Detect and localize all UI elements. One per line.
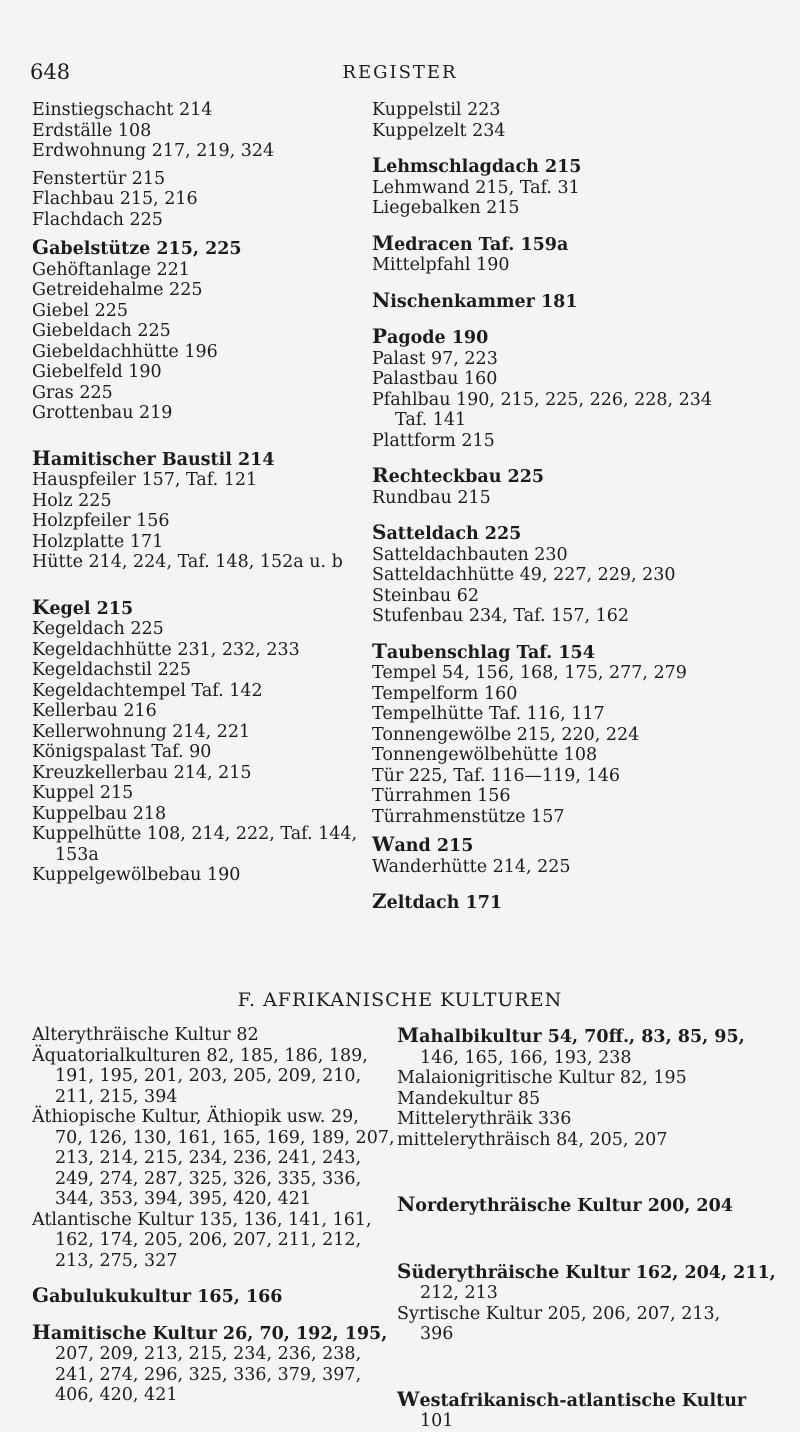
index-entry: Lehmwand 215, Taf. 31: [372, 177, 580, 198]
index-entry: Äthiopische Kultur, Äthiopik usw. 29,: [32, 1107, 359, 1127]
index-entry: Giebeldachhütte 196: [32, 341, 218, 362]
index-entry: Flachbau 215, 216: [32, 189, 198, 209]
index-entry: Kuppelbau 218: [32, 803, 167, 824]
index-entry: Gabelstütze 215, 225: [32, 235, 242, 259]
index-entry: Westafrikanisch-atlantische Kultur: [397, 1386, 747, 1411]
index-entry: Taubenschlag Taf. 154: [372, 638, 595, 663]
index-entry: Kegeldachstil 225: [32, 660, 191, 680]
index-entry: Norderythräische Kultur 200, 204: [397, 1192, 733, 1216]
running-head: REGISTER: [342, 62, 458, 83]
index-entry: Kuppelstil 223: [372, 100, 501, 120]
index-entry: Tür 225, Taf. 116—119, 146: [372, 765, 620, 786]
index-entry: Giebelfeld 190: [32, 362, 162, 382]
index-entry: Rundbau 215: [372, 487, 491, 508]
index-entry-continuation: 191, 195, 201, 203, 205, 209, 210,: [55, 1066, 362, 1086]
index-entry-continuation: 211, 215, 394: [55, 1086, 178, 1107]
index-entry: Mandekultur 85: [397, 1088, 541, 1109]
index-entry: Hütte 214, 224, Taf. 148, 152a u. b: [32, 552, 343, 572]
index-entry: Zeltdach 171: [372, 889, 503, 913]
index-entry: Gras 225: [32, 382, 113, 403]
index-entry: Mahalbikultur 54, 70ff., 83, 85, 95,: [397, 1023, 745, 1047]
index-entry: Kellerbau 216: [32, 701, 157, 721]
index-entry-continuation: 146, 165, 166, 193, 238: [420, 1047, 632, 1068]
index-entry-continuation: 207, 209, 213, 215, 234, 236, 238,: [55, 1344, 362, 1364]
index-entry: Getreidehalme 225: [32, 280, 203, 300]
index-entry: Rechteckbau 225: [372, 463, 545, 487]
index-entry-continuation: 70, 126, 130, 161, 165, 169, 189, 207,: [55, 1127, 395, 1148]
index-entry: Kuppelzelt 234: [372, 120, 506, 141]
page-number: 648: [30, 60, 71, 84]
index-entry: Mittelpfahl 190: [372, 255, 510, 275]
index-entry: Palastbau 160: [372, 369, 498, 389]
index-entry: Lehmschlagdach 215: [372, 153, 582, 177]
index-entry: Kuppelhütte 108, 214, 222, Taf. 144,: [32, 824, 358, 844]
index-entry-continuation: 153a: [55, 844, 99, 865]
index-entry: Gehöftanlage 221: [32, 259, 190, 280]
section-heading: F. AFRIKANISCHE KULTUREN: [237, 989, 563, 1011]
index-entry: Flachdach 225: [32, 209, 163, 230]
index-entry: Satteldachbauten 230: [372, 544, 568, 565]
index-entry: Äquatorialkulturen 82, 185, 186, 189,: [32, 1045, 368, 1066]
index-entry: Wand 215: [372, 832, 474, 856]
index-entry: Nischenkammer 181: [372, 287, 578, 312]
index-entry: Tonnengewölbehütte 108: [372, 745, 598, 765]
index-entry: Kegeldachhütte 231, 232, 233: [32, 639, 300, 660]
index-entry: Hauspfeiler 157, Taf. 121: [32, 470, 258, 490]
index-entry: Hamitische Kultur 26, 70, 192, 195,: [32, 1319, 388, 1344]
index-entry-continuation: 162, 174, 205, 206, 207, 211, 212,: [55, 1230, 362, 1250]
index-entry: Hamitischer Baustil 214: [32, 445, 275, 470]
index-entry: Holzpfeiler 156: [32, 511, 170, 531]
index-entry: Kegeldachtempel Taf. 142: [32, 680, 263, 701]
index-entry: Pagode 190: [372, 324, 489, 348]
index-entry: Liegebalken 215: [372, 198, 520, 218]
index-entry: Steinbau 62: [372, 585, 479, 606]
index-entry-continuation: 249, 274, 287, 325, 326, 335, 336,: [55, 1168, 362, 1189]
index-entry: Plattform 215: [372, 430, 495, 451]
index-entry: Holzplatte 171: [32, 531, 164, 552]
index-entry: Mittelerythräik 336: [397, 1109, 572, 1129]
index-entry: Syrtische Kultur 205, 206, 207, 213,: [397, 1303, 721, 1324]
index-entry: Alterythräische Kultur 82: [32, 1025, 259, 1045]
index-entry: Satteldach 225: [372, 520, 522, 544]
index-entry: Malaionigritische Kultur 82, 195: [397, 1068, 687, 1088]
index-entry: Giebel 225: [32, 300, 129, 321]
index-entry: Tempel 54, 156, 168, 175, 277, 279: [372, 663, 687, 683]
index-entry-continuation: Taf. 141: [395, 410, 467, 430]
index-entry: Medracen Taf. 159a: [372, 230, 569, 255]
index-entry: Türrahmen 156: [372, 786, 511, 806]
index-entry: Wanderhütte 214, 225: [372, 856, 571, 877]
index-entry: Holz 225: [32, 490, 112, 511]
index-entry: Tempelform 160: [372, 683, 518, 704]
index-entry: Pfahlbau 190, 215, 225, 226, 228, 234: [372, 389, 713, 410]
index-entry: mittelerythräisch 84, 205, 207: [397, 1129, 668, 1150]
index-entry: Palast 97, 223: [372, 348, 498, 369]
index-entry-continuation: 344, 353, 394, 395, 420, 421: [55, 1189, 312, 1209]
index-column-top-left: [32, 100, 412, 886]
index-entry: Kellerwohnung 214, 221: [32, 721, 251, 742]
index-entry: Tempelhütte Taf. 116, 117: [372, 704, 605, 724]
index-entry: Kegeldach 225: [32, 619, 164, 639]
index-entry-continuation: 406, 420, 421: [55, 1385, 178, 1405]
index-entry: Satteldachhütte 49, 227, 229, 230: [372, 565, 676, 585]
index-entry: Gabulukukultur 165, 166: [32, 1283, 283, 1307]
index-entry: Giebeldach 225: [32, 321, 171, 341]
index-entry-continuation: 396: [420, 1324, 454, 1344]
index-entry-continuation: 101: [420, 1411, 454, 1431]
index-entry: Königspalast Taf. 90: [32, 742, 212, 762]
index-entry-continuation: 241, 274, 296, 325, 336, 379, 397,: [55, 1364, 362, 1385]
index-entry: Einstiegschacht 214: [32, 100, 213, 120]
index-entry: Kuppelgewölbebau 190: [32, 865, 241, 885]
index-column-bottom-right: [397, 1025, 777, 1432]
index-column-top-right: [372, 100, 752, 914]
index-entry: Süderythräische Kultur 162, 204, 211,: [397, 1258, 776, 1283]
index-column-bottom-left: [32, 1025, 412, 1406]
index-entry: Atlantische Kultur 135, 136, 141, 161,: [32, 1209, 372, 1230]
index-entry: Tonnengewölbe 215, 220, 224: [372, 724, 640, 745]
index-entry-continuation: 213, 214, 215, 234, 236, 241, 243,: [55, 1148, 362, 1168]
index-entry-continuation: 213, 275, 327: [55, 1250, 178, 1271]
index-entry: Stufenbau 234, Taf. 157, 162: [372, 606, 630, 626]
index-entry-continuation: 212, 213: [420, 1283, 498, 1303]
index-entry: Erdwohnung 217, 219, 324: [32, 141, 275, 161]
index-entry: Kuppel 215: [32, 783, 134, 803]
index-entry: Kegel 215: [32, 594, 134, 619]
index-entry: Kreuzkellerbau 214, 215: [32, 762, 252, 783]
index-entry: Erdställe 108: [32, 120, 152, 141]
index-entry: Grottenbau 219: [32, 403, 173, 423]
index-entry: Türrahmenstütze 157: [372, 806, 565, 827]
index-entry: Fenstertür 215: [32, 168, 166, 189]
